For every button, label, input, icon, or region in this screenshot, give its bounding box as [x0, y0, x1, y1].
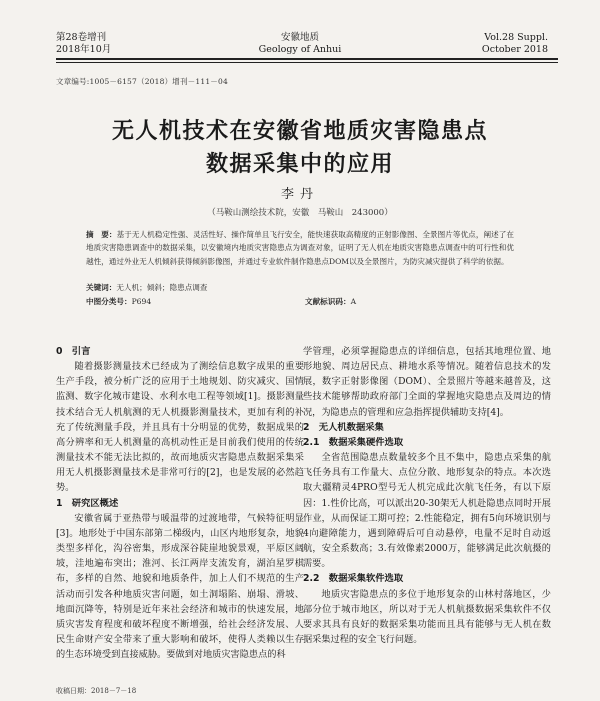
document-code [305, 296, 356, 307]
keywords [86, 282, 208, 293]
author: 李丹 [280, 187, 319, 202]
journal-name-en: Geology of Anhui [258, 44, 342, 55]
abstract-label: 摘 要： [86, 230, 117, 239]
abstract [86, 228, 514, 268]
title-line-1: 无人机技术在安徽省地质灾害隐患点 [111, 119, 488, 144]
section-heading: 1 研究区概述 [56, 497, 119, 509]
body-column-right [303, 344, 551, 647]
paragraph: 安徽省属于亚热带与暖温带的过渡地带，气候特征明显[3]。地形处于中国东部第二梯级内，山区内地形复杂，地貌类型多样化，沟谷密集，形成深谷陡崖地貌景观，平原区阔坡，洼地遍布突出；淮河、长江两岸支流发育，湖泊星罗棋布，多样的自然、地貌和地质条件，加上人们不规范的生产活动而引发各种地质灾害问题，如土洞塌陷、崩塌、滑坡、地面沉降等，特别是近年来社会经济和城市的快速发展，地质灾害发育程度和破坏程度不断增强，给社会经济发展、人民生命财产安全带来了重大影响和破坏，使得人类赖以生存的生态环境受到直接威胁。要做到对地质灾害隐患点的科 [56, 512, 304, 661]
volume-cn: 第28卷增刊 [56, 32, 107, 43]
journal-name-cn: 安徽地质 [280, 32, 319, 43]
doc-code-value: A [350, 297, 357, 306]
section-heading: 0 引言 [56, 346, 91, 357]
doc-code-label: 文献标识码： [305, 297, 351, 306]
title-line-2: 数据采集中的应用 [205, 152, 394, 177]
clc-number [86, 296, 151, 307]
paragraph: 随着摄影测量技术已经成为了测绘信息数字成果的重要生产手段，被分析广泛的应用于土地规划、防灾减灾、国情监测、数字化城市建设、水利水电工程等领域[1]。摄影测量技术结合无人机航测的无人机摄影测量技术，更加有利的补充了传统测量手段，并且具有十分明显的优势，数据成果的高分辨率和无人机测量的高机动性正是目前我们使用的传统测量技术不能无法比拟的，故而地质灾害隐患点数据采集采用无人机摄影测量技术是非常可行的[2]，也是发展的必然趋势。 [56, 361, 304, 494]
header-rule-thick [56, 58, 558, 60]
keywords-text: 无人机；倾斜；隐患点调查 [116, 283, 208, 292]
header-rule-thin [56, 62, 558, 63]
body-column-left [56, 344, 304, 662]
date-en: October 2018 [481, 44, 548, 55]
paragraph: 学管理，必须掌握隐患点的详细信息，包括其地理位置、地形地貌、周边居民点、耕地水系等情况。随着信息技术的发展，数字正射影像图（DOM）、全景照片等越来越普及，这些技术能够帮助政府部门全面的掌握地灾隐患点及周边的情况，为隐患点的管理和应急指挥提供辅助支持[4]。 [303, 346, 551, 418]
date-cn: 2018年10月 [56, 44, 112, 55]
affiliation: （马鞍山测绘技术院，安徽 马鞍山 243000） [207, 208, 393, 218]
paragraph: 地质灾害隐患点的多位于地形复杂的山林村落地区，少部分位于城市地区，所以对于无人机航摄数据采集软件不仅要求其具有良好的数据采集功能而且具有能够与无人机在数据采集过程的安全飞行问题。 [303, 588, 551, 645]
volume-en: Vol.28 Suppl. [484, 32, 548, 43]
section-heading: 2 无人机数据采集 [303, 421, 384, 433]
paragraph: 全省范围隐患点数量较多个且不集中，隐患点采集的航飞任务具有工作量大、点位分散、地形复杂的特点。本次选取大疆精灵4PRO型号无人机完成此次航飞任务，有以下原因：1.性价比高，可以派出20-30架无人机赴隐患点同时开展作业，从而保证工期可控；2.性能稳定，拥有5向环境识别与4向避障能力，遇到障碍后可自动悬停，电量不足时自动返航，安全系数高；3.有效像素2000万，能够满足此次航摄的需要。 [303, 452, 551, 570]
clc-label: 中图分类号： [86, 297, 132, 306]
keywords-label: 关键词： [86, 283, 117, 292]
received-date: 收稿日期：2018－7－18 [56, 687, 137, 695]
journal-issue-info-en [482, 32, 548, 56]
abstract-text: 基于无人机稳定性强、灵活性好、操作简单且飞行安全，能快速获取高精度的正射影像图、全景图片等优点，阐述了在地质灾害隐患调查中的数据采集，以安徽境内地质灾害隐患点为调查对象，证明了无人机在地质灾害隐患点调查中的可行性和优越性，通过外业无人机倾斜获得倾斜影像图，并通过专业软件制作隐患点DOM以及全景图片，为防灾减灾提供了科学的依据。 [86, 230, 514, 266]
article-number: 文章编号:1005－6157（2018）增刊－111－04 [56, 77, 228, 86]
clc-value: P694 [131, 297, 152, 306]
section-heading: 2.1 数据采集硬件选取 [303, 436, 404, 448]
section-heading: 2.2 数据采集软件选取 [303, 573, 404, 585]
